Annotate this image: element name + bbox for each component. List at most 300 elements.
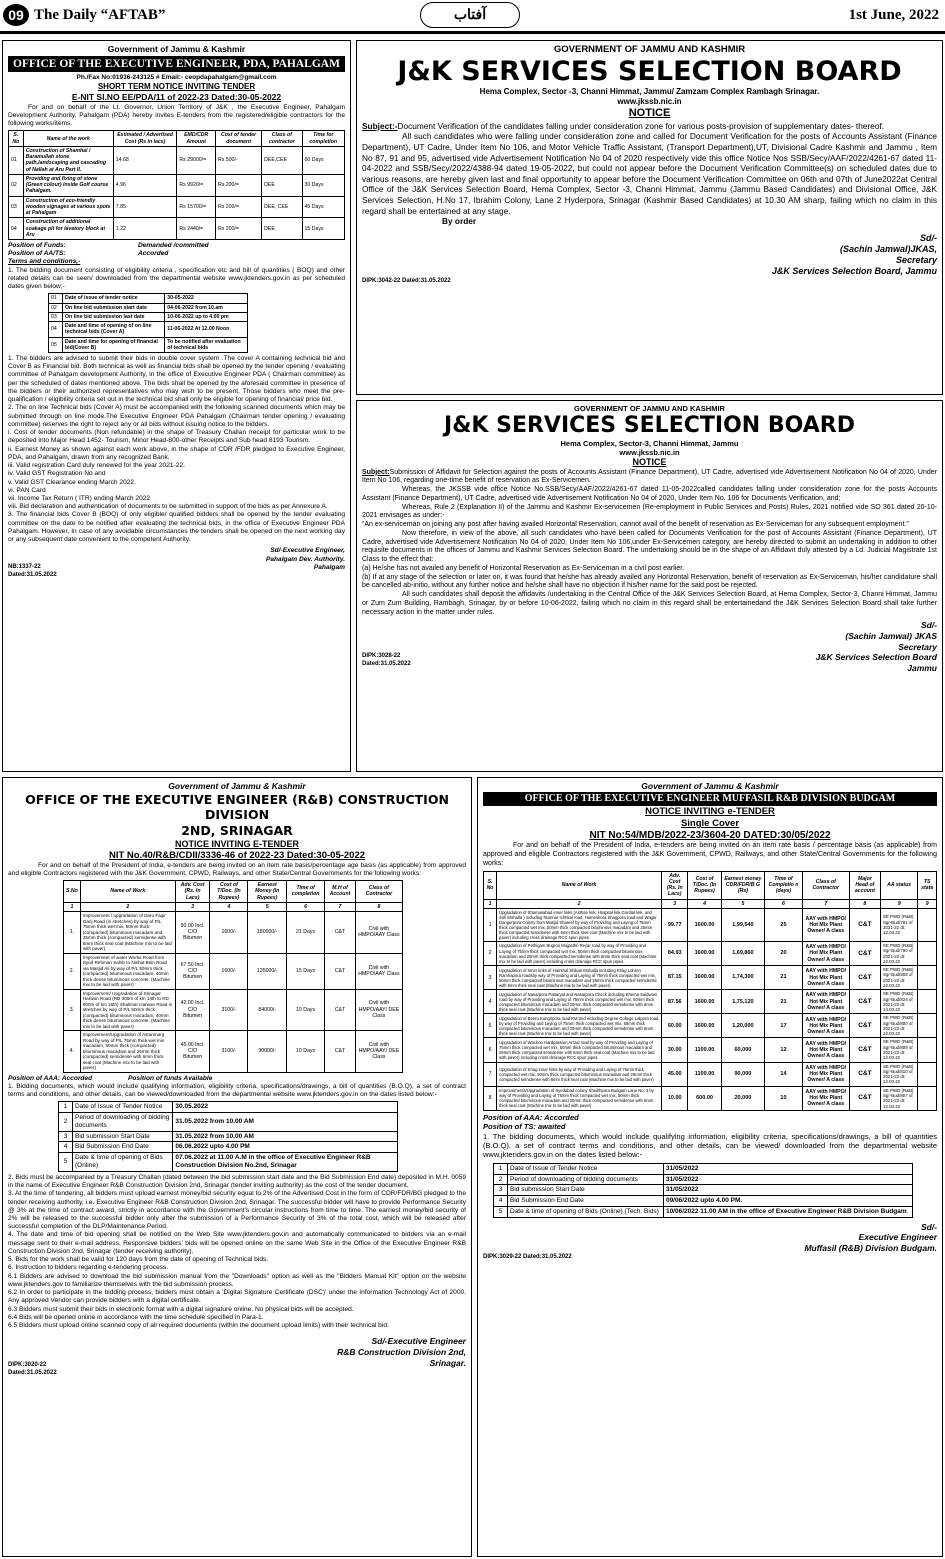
table-cell: 3100/- <box>210 989 248 1031</box>
table-cell: 8 <box>484 1086 497 1110</box>
table-cell: 1 <box>484 908 497 941</box>
table-cell: 60,000 <box>721 1038 764 1062</box>
table-cell: Upgradation of Khag inner links by way of Providing and Laying of 75mm thick compacted wet mix, 50mm thick compacted bituminous macadam and 25mm thick compacted semidense with 6mm thick seal coat (Machine mix to be laid with paver) <box>497 1062 662 1086</box>
table-cell: 06.06.2022 upto 4.00 PM <box>173 1142 398 1153</box>
table-cell: 1,20,000 <box>721 1014 764 1038</box>
table-cell: 2 <box>494 1174 508 1185</box>
table-row <box>64 953 403 989</box>
table-cell: 5 <box>59 1153 73 1172</box>
table-cell: Civil with HMPO/AAY/ DEE Class <box>355 1031 402 1073</box>
table-cell: C&T <box>849 941 880 965</box>
table-cell: DEE <box>262 174 302 196</box>
jkssb1-signature-designation: Secretary <box>895 255 937 266</box>
table-cell: 15 Days <box>302 218 344 240</box>
table-header: Class of contractor <box>262 131 302 146</box>
table-cell <box>918 1038 937 1062</box>
table-cell: DEE,CEE <box>262 146 302 174</box>
table-cell: Date of issue of tender notice <box>63 294 165 303</box>
table-cell: Upgradation of Beeru Kangripora road KM 2nd including Degree College Lalpora road by way of Providing and Laying of 75mm thick compacted wet mix, 50mm thick compacted bituminous macadam and 25mm thick compacted semidense with 6mm thick seal coat (Machine mix to be laid with paver) <box>497 1014 662 1038</box>
rnb-office-line-2: 2ND, SRINAGAR <box>181 822 293 838</box>
rnb-para-6-5: 6.5 Bidders must upload online scanned copy of all required documents (within the document upload limits) with their technical bid. <box>8 1322 389 1330</box>
table-cell <box>918 966 937 990</box>
jkssb2-website: www.jkssb.nic.in <box>619 448 680 458</box>
table-cell: 87.15 <box>662 966 688 990</box>
table-header: Earnest money CDR/FDR/B G (Rs) <box>721 871 764 899</box>
table-column-number: 4 <box>688 899 721 908</box>
table-cell: 4 <box>59 1142 73 1153</box>
jkssb2-signature-office: J&K Services Selection Board <box>815 652 937 663</box>
table-cell: Rs 15700/= <box>177 196 216 218</box>
table-cell: Date & time of opening of Bids (Online) <box>73 1153 173 1172</box>
budgam-notice-heading: NOTICE INVITING e-TENDER <box>645 806 775 818</box>
table-cell: Upgradation of Inner links of Hamthal Shikari Mohalla including Khag Lohren Ramhapora roadsby way of Providing and Laying of 75mm thick compacted wet mix, 50mm thick compacted bituminous macadam and 25mm thick compacted semidense with 6mm thick seal coat (Machine mix to be laid with paver) <box>497 966 662 990</box>
table-cell <box>918 941 937 965</box>
table-column-number: 5 <box>248 902 287 911</box>
table-cell: 1600/- <box>210 953 248 989</box>
budgam-para-1: 1. The bidding documents, which would include qualifying information, eligibility criteria, specifications/drawings, a bill of quantities (B.O.Q), a set of contract terms and conditions, and other details, can be viewed/ downloaded from the departmental website www.jktenders.gov.in on the dates listed below:- <box>483 1131 937 1160</box>
jkssb1-signature-sd: Sd/- <box>920 232 937 243</box>
rnb-para-6-4: 6.4 Bids will be opened online in accordance with the time schedule specified in Para-1. <box>8 1313 264 1321</box>
table-cell <box>918 1062 937 1086</box>
table-header: Earnest Money (In Rupees) <box>248 881 287 903</box>
table-cell: 87.56 <box>662 990 688 1014</box>
jkssb2-para-4: Now therefore, in view of the above, all such candidates who have been called for Documents Verification for the post of Accounts Assistant (Finance Department), UT Cadre, advertised vide Advertisement Notification No 04 of 2020, Under Item No 106,under Ex-Servicemen category, are hereby directed to submit an undertaking in addition to other requisite documents in the offices of Jammu and Kashmir Services Selection Board. The undertaking should be in the shape of an Affidavit duly attested by a Ld. Judicial Magistrate 1st Class to the effect that: <box>362 529 937 564</box>
pda-para-2: 2. The on line Technical bids (Cover A) must be accompanied with the following scanned documents which may be submitted through on line mode.The Executive Engineer PDA Pahalgam (Chairman tender opening / evaluating committee) reserves the right to reject any or all bids without issuing notice to the bidders. <box>8 404 345 428</box>
table-row <box>484 1062 937 1086</box>
budgam-aaa-status: Position of AAA: Accorded <box>483 1112 579 1122</box>
table-cell: 10-06-2022 up to 4.00 pm <box>165 312 248 321</box>
jkssb1-signature-office: J&K Services Selection Board, Jammu <box>771 266 937 277</box>
jkssb2-signature-designation: Secretary <box>898 641 937 652</box>
table-cell: 21 <box>765 990 803 1014</box>
newspaper-header <box>0 0 945 32</box>
table-cell: 6 <box>484 1038 497 1062</box>
jkssb2-para-2: Whereas, Rule 2 (Explanation II) of the Jammu and Kashmir Ex-servicemen (Re-employment in Public Services and Posts) Rules, 2021 notified vide SO 361 dated 20-10-2021 envisages as under:- <box>362 503 937 520</box>
table-cell: 600.00 <box>688 1086 721 1110</box>
rnb-works-table <box>63 880 403 1072</box>
table-cell: 7 <box>484 1062 497 1086</box>
table-header: Cost of tender document <box>215 131 261 146</box>
table-row <box>9 218 345 240</box>
table-cell: AAY with HMPO/ Hot Mix Plant Owner/ A class <box>802 990 849 1014</box>
rnb-nit-number: NIT No.40/R&B/CDII/3336-46 of 2022-23 Dated:30-05-2022 <box>108 849 366 861</box>
pda-para-vi: vi. PAN Card <box>8 486 46 494</box>
table-cell <box>918 1086 937 1110</box>
pda-para-i: i. Cost of tender documents (Non refundable) in the shape of Treasury Challan /receipt for particular work to be deposited into Major Head 1452- Tourism, Minor Head-800-other Receipts and Sub head 8193 Tourism. <box>8 429 345 445</box>
table-cell <box>918 1014 937 1038</box>
table-cell: C&T <box>849 908 880 941</box>
table-cell: 11-06-2022 At 12.00 Noon <box>165 322 248 337</box>
jkssb2-signature-sd: Sd/- <box>920 620 937 631</box>
table-row <box>59 1131 398 1142</box>
table-cell: Bid Submission End Date <box>73 1142 173 1153</box>
table-cell: Bid submission Start Date <box>508 1185 664 1196</box>
jkssb2-para-5: All such candidates shall deposit the affidavits /undertaking in the Central Office of the J&K Services Selection Board, at Hema Complex, Sector-3, Channi Himmat, Jammu or Zum Zum Building, Rambagh, Srinagar, by or before 10-06-2022, failing which no claim in this regard shall be entertainedand the J&K Services Selection Board shall take further necessary action in the matter under rules. <box>362 591 937 616</box>
table-header: Cost of T/Doc. (In Rupees) <box>210 881 248 903</box>
table-column-number: 1 <box>484 899 497 908</box>
pda-terms-title: Terms and conditions,- <box>8 258 81 266</box>
table-cell: 10 <box>765 1086 803 1110</box>
table-cell: SE PWD (R&B) Sgr-Bud/781 of 2021-22 dt: 12.03.22 <box>881 908 918 941</box>
table-cell: Civil with HMPO/AAY Class <box>355 912 402 954</box>
rnb-para-5: 5. Bids for the work shall be valid for 120 days from the date of opening of Technical bids. <box>8 1256 269 1264</box>
table-cell: 1,99,540 <box>721 908 764 941</box>
table-cell: AAY with HMPO/ Hot Mix Plant Owner/ A class <box>802 1086 849 1110</box>
jkssb1-by-order: By order <box>442 216 477 227</box>
table-header: Cost of T/Doc. (In Rupees) <box>688 871 721 899</box>
table-row <box>9 146 345 174</box>
table-cell: C&T <box>325 989 356 1031</box>
pda-para-v: v. Valid GST Clearance ending March 2022. <box>8 478 136 486</box>
header-rule <box>0 31 945 34</box>
pda-aats-value: Accorded <box>138 250 169 258</box>
table-cell: C&T <box>325 912 356 954</box>
table-cell: 04 <box>9 218 24 240</box>
jkssb2-ref-date: Dated:31.05.2022 <box>362 660 411 667</box>
rnb-srinagar-tender-ad <box>2 777 472 1557</box>
table-cell: Civil with HMPO/AAY Class <box>355 953 402 989</box>
budgam-office-banner: OFFICE OF THE EXECUTIVE ENGINEER MUFFASIL R&B DIVISION BUDGAM <box>483 792 937 807</box>
table-cell: 25 <box>765 908 803 941</box>
budgam-cover-type: Single Cover <box>680 818 740 829</box>
table-cell: 17 <box>765 1014 803 1038</box>
table-cell: SE PWD (R&B) Sgr-Bud/790 of 2021-22 dt: 12.03.22 <box>881 941 918 965</box>
table-row <box>49 312 248 321</box>
jkssb2-address: Hema Complex, Sector-3, Channi Himmat, Jammu <box>560 438 739 448</box>
table-cell: Construction of additional soakage pit for lavatory block at Aru <box>23 218 113 240</box>
table-cell: 30.00 <box>662 1038 688 1062</box>
table-cell: 15 Days <box>286 953 324 989</box>
table-cell: Rs 200/= <box>215 218 261 240</box>
table-cell: 20,000 <box>721 1086 764 1110</box>
table-cell: 05 <box>49 337 63 352</box>
jkssb1-title: J&K SERVICES SELECTION BOARD <box>397 55 902 87</box>
table-cell: Civil with HMPO/AAY/ DEE Class <box>355 989 402 1031</box>
budgam-works-table <box>483 871 937 1111</box>
rnb-para-1: 1. Bidding documents, which would include qualifying information, eligibility criteria, specifications/drawings, a bill of quantities (B.O.Q), a set of contract terms and conditions, and other details, can be viewed/downloaded from the departmental website www.jktenders.gov.in on the dates listed below:- <box>8 1082 466 1098</box>
table-cell: C&T <box>849 1062 880 1086</box>
table-cell: 3 <box>484 966 497 990</box>
table-cell: 1600.00 <box>688 966 721 990</box>
table-cell <box>918 908 937 941</box>
table-cell: Improvement / upgradation of Daru Faqir Ganj Road (in stretches) by way of P/L 75mm thick wet mix, 50mm thick (compacted) bituminous macadam and 25mm thick (compacted) semidense with 6mm thick seal coat (Machine mix to be laid with paver). <box>80 912 175 954</box>
jkssb1-notice-heading: NOTICE <box>628 106 671 119</box>
table-cell: Rs 500/- <box>215 146 261 174</box>
table-cell: 7.85 <box>113 196 177 218</box>
table-header: Adv. Cost (Rs. In Lacs) <box>662 871 688 899</box>
table-cell: Date of Issue of Tender Notice <box>73 1102 173 1113</box>
table-cell: 90,000 <box>721 1062 764 1086</box>
table-cell: 45.00 Incl. C/O Bitumen <box>175 1031 210 1073</box>
table-cell: SE PWD (R&B) Sgr-Bud/807 of 2021-22 dt: 12.03.22 <box>881 1086 918 1110</box>
jkssb1-subject: Document Verification of the candidates falling under consideration zone for various posts-provision of supplementary dates- thereof. <box>397 120 885 131</box>
table-cell: 31/05/2022 <box>663 1174 912 1185</box>
table-row <box>494 1163 913 1174</box>
table-cell: SE PWD (R&B) Sgr-Bud/809 of 2021-22 dt: 12.03.22 <box>881 1038 918 1062</box>
table-cell: Upgradation of Pethigam Bugroo Mujpathri Reyar road by way of Providing and Laying of 75mm thick compacted wet mix, 50mm thick compacted bituminous macadam and 25mm thick compacted semidense with 6mm thick seal coat (Machine mix to be laid with paver) including cross drainage RCC spun pipes. <box>497 941 662 965</box>
table-cell: 20 <box>765 941 803 965</box>
budgam-intro: For and on behalf of the President of India, e-tenders are being invited on an item rate basis / percentage basis (as applicable) from approved and eligible Contractors registered with the J&K Government, CPWD, Railways, and other State/Central Governments for the following works: <box>483 842 937 867</box>
table-cell: 84000/- <box>248 989 287 1031</box>
table-cell: 12 <box>765 1038 803 1062</box>
jkssb2-signature-name: (Sachin Jamwal) JKAS <box>845 631 937 642</box>
budgam-government-heading: Government of Jammu & Kashmir <box>641 781 779 791</box>
table-cell: C&T <box>849 1086 880 1110</box>
jkssb2-subject-label: Subject: <box>362 468 390 476</box>
jkssb1-signature-name: (Sachin Jamwal)JKAS, <box>839 243 937 254</box>
rnb-para-6: 6. Instruction to bidders regarding e-tendering process. <box>8 1264 169 1272</box>
table-cell: On line bid submission last date <box>63 312 165 321</box>
table-column-number: 1 <box>64 902 81 911</box>
table-cell: Date and time of opening of on line technical bids (Cover A) <box>63 322 165 337</box>
jkssb2-para-1: Whereas, the JKSSB vide office Notice No.SSB/Secy/AAF/2022/4261-67 dated 11-05-2022called candidates falling under consideration zone for the posts Accounts Assistant (Finance Department), UT Cadre, advertised vide Advertisement Notification No 04 of 2020, Under Item No. 106 for Documents Verification, and; <box>362 486 937 502</box>
table-cell: 14 <box>765 1062 803 1086</box>
table-cell: AAY with HMPO/ Hot Mix Plant Owner/ A class <box>802 1062 849 1086</box>
table-cell: 90000/- <box>248 1031 287 1073</box>
rnb-office-line-1: OFFICE OF THE EXECUTIVE ENGINEER (R&B) CONSTRUCTION DIVISION <box>25 791 449 823</box>
pda-ref-number: NB:1337-22 <box>8 563 41 570</box>
budgam-nit-number: NIT No:54/MDB/2022-23/3604-20 DATED:30/05/2022 <box>589 829 831 841</box>
table-cell: C&T <box>325 1031 356 1073</box>
table-column-number: 4 <box>210 902 248 911</box>
table-row <box>9 196 345 218</box>
issue-date: 1st June, 2022 <box>848 7 939 23</box>
rnb-ref-number: DIPK:3020-22 <box>8 1361 47 1368</box>
jkssb2-title: J&K SERVICES SELECTION BOARD <box>444 413 855 439</box>
table-cell: C&T <box>849 966 880 990</box>
table-header: Name of Work <box>80 881 175 903</box>
table-cell: 30-05-2022 <box>165 294 248 303</box>
table-cell: SE PWD (R&B) Sgr-Bud/800 of 2021-22 dt: 12.03.22 <box>881 1014 918 1038</box>
rnb-intro: For and on behalf of the President of India, e-tenders are being invited on an item rate basis/percentage age basis (as applicable) from approved and eligible Contractors registered with the J&K Government, CPWD, Railways, and other State/Central Governments for the following works: <box>8 861 466 877</box>
table-cell: 1 <box>59 1102 73 1113</box>
table-cell: 1600.00 <box>688 941 721 965</box>
table-cell: 1 <box>494 1163 508 1174</box>
table-row <box>49 337 248 352</box>
table-column-number: 2 <box>497 899 662 908</box>
table-cell: 31/05/2022 <box>663 1185 912 1196</box>
table-cell: Date and time for opening of financial bid(Cover B) <box>63 337 165 352</box>
rnb-notice-heading: NOTICE INVITING E-TENDER <box>174 838 299 849</box>
table-column-number: 5 <box>721 899 764 908</box>
pda-signature-3: Pahalgam <box>313 563 345 571</box>
table-cell: Date of Issue of Tender Notice <box>508 1163 664 1174</box>
table-header: EMD/CDR Amount <box>177 131 216 146</box>
table-cell: SE PWD (R&B) Sgr-Bud/808 of 2021-22 dt: 12.03.22 <box>881 966 918 990</box>
budgam-ref: DIPK:3029-22 Dated:31.05.2022 <box>483 1253 572 1260</box>
table-row <box>64 912 403 954</box>
table-row <box>494 1206 913 1217</box>
table-row <box>484 941 937 965</box>
table-header: Time for completion <box>302 131 344 146</box>
table-cell: 31/05/2022 <box>663 1163 912 1174</box>
budgam-signature-designation: Executive Engineer <box>858 1232 937 1243</box>
table-cell: 10 Days <box>286 989 324 1031</box>
table-row <box>59 1113 398 1132</box>
table-cell: C&T <box>849 1038 880 1062</box>
table-cell: 02 <box>9 174 24 196</box>
jkssb1-government-heading: GOVERNMENT OF JAMMU AND KASHMIR <box>553 44 746 55</box>
table-cell: Construction of eco-friendly wooden signages at various spots at Pahalgam <box>23 196 113 218</box>
table-cell: 1100.00 <box>688 1062 721 1086</box>
jkssb1-address: Hema Complex, Sector -3, Channi Himmat, Jammu/ Zamzam Complex Rambagh Srinagar. <box>479 86 820 96</box>
pda-funds-label: Position of Funds: <box>8 241 66 249</box>
pda-notice-title: SHORT TERM NOTICE INVITING TENDER <box>97 82 256 92</box>
table-cell: C&T <box>849 990 880 1014</box>
table-column-number: 3 <box>175 902 210 911</box>
table-cell: Period of downloading of bidding documents <box>508 1174 664 1185</box>
budgam-tender-ad <box>477 777 943 1557</box>
pda-government-heading: Government of Jammu & Kashmir <box>107 44 246 54</box>
rnb-para-6-2: 6.2 In order to participate in the bidding process, bidders must obtain a 'Digital Signature Certificate (DSC)' under the Information Technology Act of 2000. Any approved Vendor can provide bidders with a digital certificate. <box>8 1289 466 1305</box>
table-row <box>9 174 345 196</box>
table-cell: 14.68 <box>113 146 177 174</box>
pda-para-iv: iv. Valid GST Registration No and <box>8 470 106 478</box>
table-cell <box>918 990 937 1014</box>
table-column-number: 9 <box>881 899 918 908</box>
table-cell: 1600.00 <box>688 908 721 941</box>
table-cell: C&T <box>325 953 356 989</box>
pda-office-banner: OFFICE OF THE EXECUTIVE ENGINEER, PDA, PAHALGAM <box>8 56 345 72</box>
pda-para-iii: iii. Valid registration Card duly renewed for the year 2021-22. <box>8 462 185 470</box>
pda-para-viii: viii. Bid declaration and authentication of documents to be submitted in support of the bids as per Annexure A. <box>8 503 328 511</box>
table-cell: 4 <box>484 990 497 1014</box>
table-cell: 45 Days <box>302 196 344 218</box>
table-column-number: 2 <box>80 902 175 911</box>
table-cell: 21 <box>765 966 803 990</box>
table-cell: 1600/- <box>210 912 248 954</box>
pda-contact: Ph./Fax No:01936-243125 # Email:- ceopdapahalgam@gmail.com <box>76 74 277 81</box>
jkssb1-website: www.jkssb.nic.in <box>617 96 682 106</box>
table-cell: Bid submission Start Date <box>73 1131 173 1142</box>
table-column-number: 7 <box>325 902 356 911</box>
table-row <box>64 1031 403 1073</box>
table-row <box>64 989 403 1031</box>
table-cell: 31.05.2022 from 10.00 AM <box>173 1113 398 1132</box>
table-header: TS state <box>918 871 937 899</box>
pda-para-vii: vii. Income Tax Return ( ITR) ending March 2022 <box>8 495 151 502</box>
table-cell: AAY with HMPO/ Hot Mix Plant Owner/ A class <box>802 941 849 965</box>
table-cell: 10 Days <box>286 1031 324 1073</box>
table-cell: To be notified after evaluation of technical bids <box>165 337 248 352</box>
table-cell: Construction of Shamhal / Baramullah stone path,landscaping and cascading of Nallah at Aru Part II. <box>23 146 113 174</box>
table-cell: 07.06.2022 at 11.00 A.M in the office of Executive Engineer R&B Construction Division No.2nd, Srinagar <box>173 1153 398 1172</box>
table-column-number: 8 <box>355 902 402 911</box>
table-header: AA status <box>881 871 918 899</box>
table-cell: Improvements/Upgradation of Syedabad colony Sheikhpora Budgam Lane No: 3 by way of Providing and Laying of 75mm thick compacted wet mix, 50mm thick compacted bituminous macadam and 25mm thick compacted semidense with 6mm thick seal coat (Machine mix to be laid with paver) <box>497 1086 662 1110</box>
table-cell: 04 <box>49 322 63 337</box>
table-cell: 42.00 Incl. C/O Bitumen <box>175 989 210 1031</box>
jkssb2-para-a: (a) He/she has not availed any benefit of Horizontal Reservation as Ex-Serviceman in a civil post earlier. <box>362 564 685 572</box>
jkssb2-para-b: (b) If at any stage of the selection or later on, it was found that he/she has already availed any Horizontal Reservation, benefit of reservation as Ex-Serviceman, his/her candidature shall be cancelled ab-initio, without any further notice and he/she shall have no objection if his/her name for the said post be rejected. <box>362 573 937 590</box>
table-row <box>59 1142 398 1153</box>
table-header: Class of Contractor <box>802 871 849 899</box>
table-cell: Providing and fixing of stone (Green colour) inside Golf course Pahalgam. <box>23 174 113 196</box>
table-column-number: 8 <box>849 899 880 908</box>
table-row <box>59 1153 398 1172</box>
rnb-dates-table <box>58 1101 398 1172</box>
table-row <box>49 294 248 303</box>
pda-intro: For and on behalf of the Lt. Governor, Union Territory of J&K , the Executive Engineer, Pahalgam Development Authority, Pahalgam (PDA) hereby invites E-tenders from the registered/eligible contractors for the following works/items. <box>8 103 345 128</box>
table-cell: Bid Submission End Date <box>508 1196 664 1207</box>
table-cell: 03 <box>49 312 63 321</box>
table-cell: 84.93 <box>662 941 688 965</box>
budgam-ts-status: Position of TS: awaited <box>483 1122 566 1132</box>
table-cell: DEE <box>262 218 302 240</box>
table-cell: 1.22 <box>113 218 177 240</box>
table-row <box>49 303 248 312</box>
table-cell: 1. <box>64 912 81 954</box>
table-header: Time of completion <box>286 881 324 903</box>
table-cell: 60.00 <box>662 1014 688 1038</box>
table-cell: 3 <box>494 1185 508 1196</box>
table-cell: 04-06-2022 from 10.am <box>165 303 248 312</box>
pda-ref-date: Dated:31.05.2022 <box>8 571 57 578</box>
table-cell: AAY with HMPO/ Hot Mix Plant Owner/ A class <box>802 1038 849 1062</box>
table-cell: 1100.00 <box>688 1038 721 1062</box>
table-header: Estimated / Advertised Cost (Rs in lacs) <box>113 131 177 146</box>
jkssb1-ref: DIPK:3042-22 Dated:31.05.2022 <box>362 277 451 284</box>
rnb-signature-1: Sd/-Executive Engineer <box>371 1336 466 1347</box>
pda-funds-value: Demanded /committed <box>138 241 209 249</box>
table-cell: 02 <box>49 303 63 312</box>
table-header: Major Head of account <box>849 871 880 899</box>
table-row <box>494 1185 913 1196</box>
table-header: Name of Work <box>497 871 662 899</box>
table-column-number: 9 <box>918 899 937 908</box>
table-cell: Improvement/Upgradation of Astanmarg Road by way of P/L 75mm thick wet mix macadam, 50mm thick (compacted) bituminous macadam and 25mm thick (compacted) semidense with 6mm thick seal coat (Machine mix to be laid with paver) <box>80 1031 175 1073</box>
rnb-ref-date: Dated:31.05.2022 <box>8 1369 57 1376</box>
table-cell: 01 <box>49 294 63 303</box>
table-header: Class of Contractor <box>355 881 402 903</box>
table-cell: 180000/- <box>248 912 287 954</box>
table-cell: 90.00 Incl. C/O Bitumen <box>175 912 210 954</box>
table-cell: Rs 29000/= <box>177 146 216 174</box>
table-row <box>484 990 937 1014</box>
table-cell: 01 <box>9 146 24 174</box>
table-cell: 10/06/2022 11.00 AM in the office of Executive Engineer R&B Division Budgam <box>663 1206 912 1217</box>
pda-para-3: 3. The financial bids Cover B (BOQ) of only eligible/ qualified bidders shall be opened by the tender evaluating committee on the date to be notified after evaluating the technical bids, in the office of Executive Engineer PDA Pahalgam. However, In case of any avoidable circumstances the tenders shall be opened on the next working day or any subsequent date convenient to the competent Authority. <box>8 511 345 544</box>
table-cell: 4. <box>64 1031 81 1073</box>
table-row <box>484 908 937 941</box>
table-row <box>484 1038 937 1062</box>
table-cell: 1,75,120 <box>721 990 764 1014</box>
pda-dates-table <box>48 293 248 353</box>
budgam-signature-office: Muffasil (R&B) Division Budgam. <box>804 1242 937 1253</box>
table-column-number: 7 <box>802 899 849 908</box>
table-cell: 03 <box>9 196 24 218</box>
pda-term-1: 1. The bidding document consisting of eligibility criteria , specification etc and bill of quantities ( BOQ) and other related details can be seen/ downloaded from the departmental website www.jktenders.gov.in as per scheduled dates given below;- <box>8 266 345 291</box>
table-cell: 3100/- <box>210 1031 248 1073</box>
table-cell: 5 <box>484 1014 497 1038</box>
jkssb2-signature-city: Jammu <box>907 662 937 673</box>
rnb-signature-3: Srinagar. <box>429 1357 466 1368</box>
table-header: S. No <box>484 871 497 899</box>
pda-pahalgam-tender-ad <box>2 40 351 772</box>
table-cell: 1,69,860 <box>721 941 764 965</box>
jkssb2-government-heading: GOVERNMENT OF JAMMU AND KASHMIR <box>574 404 725 413</box>
jkssb1-body: All such candidates who were falling under consideration zone and called for Document Verification for the posts of Accounts Assistant (Finance Department), UT Cadre, Under Item No 106, and Motor Vehicle Traffic Assistant, (Transport Department),UT, Divisional Cadre Kashmir and Jammu , Item No 87, 91 and 95, advertised vide Advertisement Notification No 04 of 2020 respectively vide this office Notice Nos SSB/Secy/AAF/2022/4261-67 dated 11-04-2022 and SSB/Secy/2022/4388-94 dated 19-05-2022, but could not appear before the Document Verification Committee(s) on scheduled dates due to various reasons, are hereby given last and final opportunity to appear before the Document Verification Committee on 06th and 07th of June2022at Central Office of the J&K Services Selection Board, Hema Complex, Sector -3, Channi Himmat, Jammu (Jammu Based Candidates) and Divisional Office, J&K Services Selection, H.No 17, Ibrahim Colony, Lane 2 Hyderpora, Srinagar (Kashmir Based Candidates) at 10.30 AM sharp, failing which no claim in this regard shall be entertained at any stage. <box>362 131 937 216</box>
table-cell: DEE, CEE <box>262 196 302 218</box>
table-cell: 4 <box>494 1196 508 1207</box>
table-cell: 10.00 <box>662 1086 688 1110</box>
jkssb2-para-3: “An ex-serviceman on joining any post after having availed Horizontal Reservation, cannot avail of the benefit of reservation as Ex-Serviceman for any subsequent employment.” <box>362 521 909 529</box>
table-cell: 1600.00 <box>688 1014 721 1038</box>
table-header: S.No <box>64 881 81 903</box>
pda-aats-label: Position of AA/TS: <box>8 250 66 258</box>
budgam-dates-table <box>493 1163 913 1218</box>
newspaper-logo: آفتاب <box>420 2 520 28</box>
